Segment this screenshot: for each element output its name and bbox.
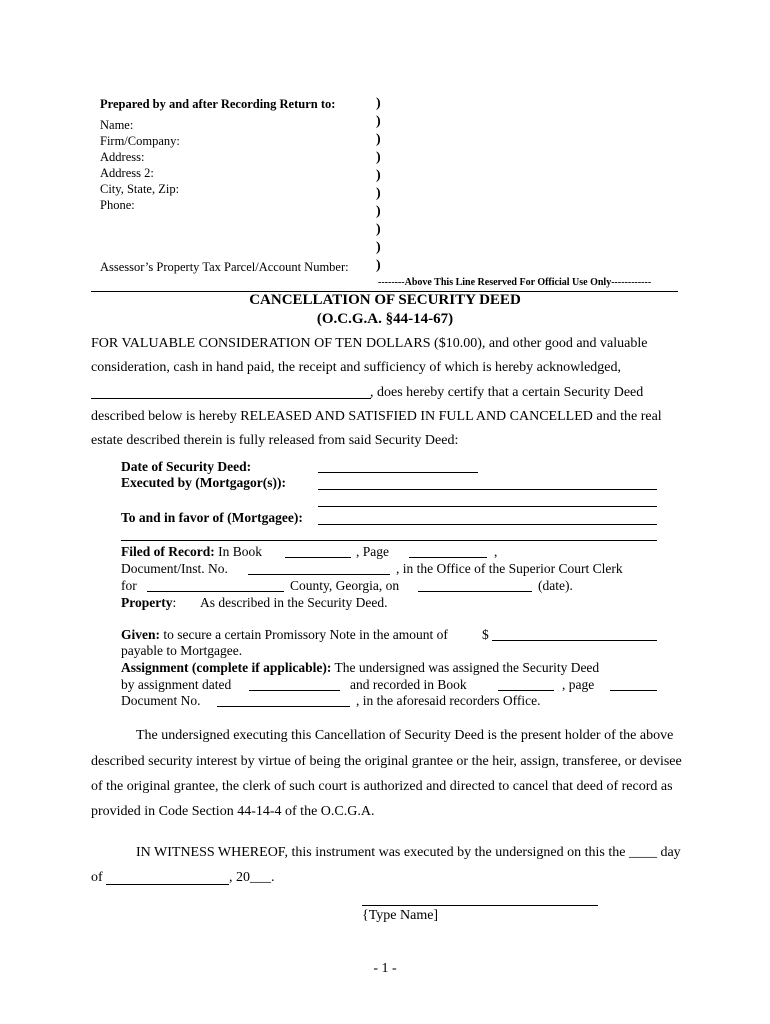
parcel-number-label: Assessor’s Property Tax Parcel/Account Number: <box>100 260 349 274</box>
holder-line-1: The undersigned executing this Cancellation of Security Deed is the present holder of the above <box>136 728 674 743</box>
assignment-date-blank[interactable] <box>249 690 340 691</box>
address2-label: Address 2: <box>100 166 154 180</box>
document-no-blank[interactable] <box>217 706 350 707</box>
paren-mark: ) <box>376 204 381 219</box>
assignment-page-blank[interactable] <box>610 690 657 691</box>
assignment-label: Assignment (complete if applicable): <box>121 660 332 675</box>
date-of-deed-label: Date of Security Deed: <box>121 459 252 474</box>
date-paren-text: (date). <box>538 578 573 593</box>
document-title: CANCELLATION OF SECURITY DEED <box>249 292 521 308</box>
address-label: Address: <box>100 150 145 164</box>
holder-line-3: of the original grantee, the clerk of such court is authorized and directed to cancel that deed of record as <box>91 779 673 794</box>
note-amount-blank[interactable] <box>492 640 657 641</box>
paren-mark: ) <box>376 258 381 273</box>
filed-of-record-label: Filed of Record: <box>121 544 215 559</box>
year-prefix: , 20 <box>229 870 250 885</box>
by-assignment-label: by assignment dated <box>121 677 232 692</box>
given-label: Given: <box>121 627 160 642</box>
assignment-page-label: , page <box>562 677 595 692</box>
county-blank[interactable] <box>147 591 284 592</box>
mortgagor-blank-2[interactable] <box>318 506 657 507</box>
intro-line-1: FOR VALUABLE CONSIDERATION OF TEN DOLLARS ($10.00), and other good and valuable <box>91 336 648 351</box>
page-number: - 1 - <box>373 961 397 976</box>
assignment-text: The undersigned was assigned the Security Deed <box>334 660 600 675</box>
holder-line-4: provided in Code Section 44-14-4 of the O.C.G.A. <box>91 804 375 819</box>
paren-mark: ) <box>376 96 381 111</box>
paren-mark: ) <box>376 186 381 201</box>
date-of-deed-blank[interactable] <box>318 472 478 473</box>
signature-line[interactable] <box>362 905 598 906</box>
payable-text: payable to Mortgagee. <box>121 643 243 658</box>
record-date-blank[interactable] <box>418 591 532 592</box>
assignment-book-blank[interactable] <box>498 690 554 691</box>
document-subtitle: (O.C.G.A. §44-14-67) <box>316 311 454 327</box>
holder-line-2: described security interest by virtue of being the original grantee or the heir, assign, transferee, or devisee <box>91 754 682 769</box>
given-text: to secure a certain Promissory Note in the amount of <box>163 627 448 642</box>
prepared-heading: Prepared by and after Recording Return to: <box>100 97 336 111</box>
witness-line-1: IN WITNESS WHEREOF, this instrument was executed by the undersigned on this the ____ day <box>136 845 681 860</box>
county-georgia-text: County, Georgia, on <box>290 578 400 593</box>
paren-mark: ) <box>376 168 381 183</box>
firm-label: Firm/Company: <box>100 134 180 148</box>
assignment-row <box>121 660 599 676</box>
grantor-blank[interactable] <box>91 398 371 399</box>
for-label: for <box>121 578 137 593</box>
doc-inst-blank[interactable] <box>248 574 390 575</box>
recorded-book-label: and recorded in Book <box>350 677 467 692</box>
type-name-label: {Type Name] <box>362 908 439 923</box>
paren-mark: ) <box>376 240 381 255</box>
reserved-line-text: --------Above This Line Reserved For Official Use Only------------ <box>378 277 652 288</box>
mortgagor-blank[interactable] <box>318 489 657 490</box>
phone-label: Phone: <box>100 198 135 212</box>
witness-year-text <box>229 870 275 886</box>
mortgagee-blank-2[interactable] <box>121 540 657 541</box>
intro-line-3: , does hereby certify that a certain Security Deed <box>370 385 644 400</box>
witness-month-blank[interactable] <box>106 884 229 885</box>
doc-inst-label: Document/Inst. No. <box>121 561 228 576</box>
intro-line-2: consideration, cash in hand paid, the receipt and sufficiency of which is hereby acknowledged, <box>91 360 622 375</box>
paren-mark: ) <box>376 222 381 237</box>
dollar-sign: $ <box>482 627 489 642</box>
book-blank[interactable] <box>285 557 351 558</box>
filed-of-record-row <box>121 544 262 560</box>
property-value: As described in the Security Deed. <box>200 595 388 610</box>
paren-mark: ) <box>376 132 381 147</box>
office-clerk-text: , in the Office of the Superior Court Clerk <box>396 561 623 576</box>
property-label: Property <box>121 595 173 610</box>
page-blank[interactable] <box>409 557 487 558</box>
mortgagee-blank[interactable] <box>318 524 657 525</box>
paren-mark: ) <box>376 114 381 129</box>
name-label: Name: <box>100 118 134 132</box>
paren-mark: ) <box>376 150 381 165</box>
in-book-label: In Book <box>218 544 262 559</box>
year-suffix: ___. <box>250 870 275 885</box>
intro-line-5: estate described therein is fully released from said Security Deed: <box>91 433 459 448</box>
aforesaid-text: , in the aforesaid recorders Office. <box>356 693 541 708</box>
comma-mark: , <box>494 544 498 559</box>
in-favor-of-label: To and in favor of (Mortgagee): <box>121 510 303 525</box>
page-label: , Page <box>356 544 389 559</box>
document-no-label: Document No. <box>121 693 201 708</box>
executed-by-label: Executed by (Mortgagor(s)): <box>121 475 286 490</box>
given-row <box>121 627 448 643</box>
property-row <box>121 595 176 611</box>
property-colon: : <box>172 595 177 610</box>
intro-line-4: described below is hereby RELEASED AND SATISFIED IN FULL AND CANCELLED and the real <box>91 409 662 424</box>
witness-of-label: of <box>91 870 103 885</box>
city-state-zip-label: City, State, Zip: <box>100 182 180 196</box>
